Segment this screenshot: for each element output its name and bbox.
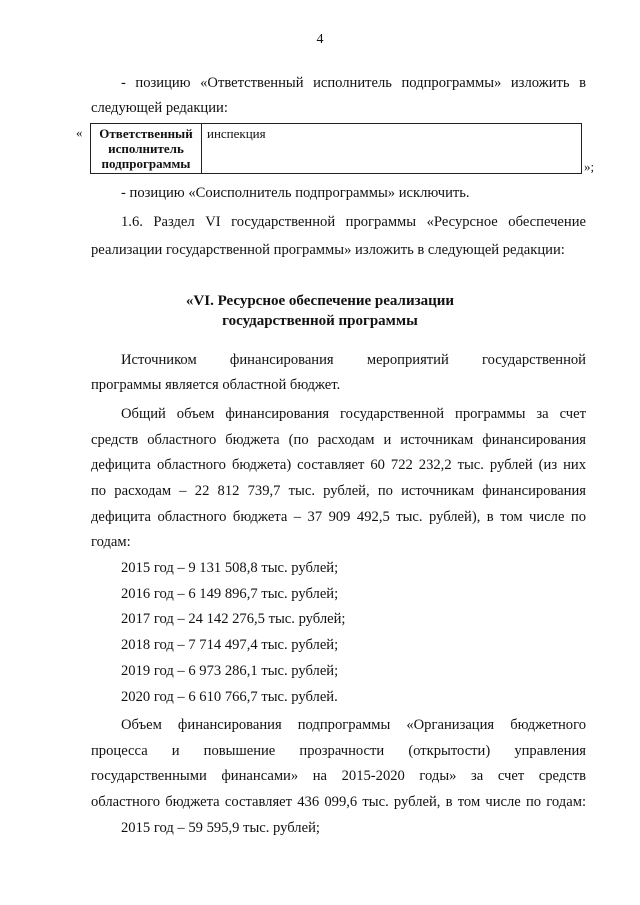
year-item: 2016 год – 6 149 896,7 тыс. рублей; — [121, 586, 339, 602]
year-item: 2017 год – 24 142 276,5 тыс. рублей; — [121, 611, 346, 627]
total-line-2: средств областного бюджета (по расходам и источникам финансирования — [91, 432, 586, 448]
subprogram-line-2: процесса и повышение прозрачности (открытости) управления — [91, 743, 586, 759]
table-label-cell — [91, 124, 202, 174]
total-line-1: Общий объем финансирования государственной программы за счет — [121, 406, 586, 422]
total-line-4: по расходам – 22 812 739,7 тыс. рублей, по источникам финансирования — [91, 483, 586, 499]
year-item: 2020 год – 6 610 766,7 тыс. рублей. — [121, 689, 338, 705]
intro-line-1: - позицию «Ответственный исполнитель подпрограммы» изложить в — [121, 75, 586, 91]
item-1-6-line-1: 1.6. Раздел VI государственной программы «Ресурсное обеспечение — [121, 214, 586, 230]
year-item: 2015 год – 9 131 508,8 тыс. рублей; — [121, 560, 339, 576]
responsible-executor-table — [76, 123, 604, 175]
table-close-quote: »; — [584, 159, 595, 174]
table-open-quote: « — [76, 125, 83, 140]
subprogram-line-4: областного бюджета составляет 436 099,6 тыс. рублей, в том числе по годам: — [91, 794, 586, 810]
year-item: 2019 год – 6 973 286,1 тыс. рублей; — [121, 663, 339, 679]
subprogram-line-5: 2015 год – 59 595,9 тыс. рублей; — [121, 820, 320, 836]
table-label-line-2: исполнитель — [108, 141, 184, 156]
year-item: 2018 год – 7 714 497,4 тыс. рублей; — [121, 637, 339, 653]
item-1-6-line-2: реализации государственной программы» изложить в следующей редакции: — [91, 242, 565, 258]
page-number: 4 — [316, 32, 324, 47]
intro-line-2: следующей редакции: — [91, 100, 228, 116]
source-line-1: Источником финансирования мероприятий государственной — [121, 352, 586, 368]
source-line-2: программы является областной бюджет. — [91, 377, 341, 393]
total-line-3: дефицита областного бюджета) составляет 60 722 232,2 тыс. рублей (из них — [91, 457, 586, 473]
table-label-line-1: Ответственный — [99, 126, 193, 141]
total-line-6: годам: — [91, 534, 131, 550]
subprogram-line-3: государственными финансами» на 2015-2020 годы» за счет средств — [91, 768, 586, 784]
table-label-line-3: подпрограммы — [101, 156, 191, 171]
section-heading-line-1: «VI. Ресурсное обеспечение реализации — [185, 293, 455, 309]
co-executor-line: - позицию «Соисполнитель подпрограммы» исключить. — [121, 185, 470, 201]
section-heading-line-2: государственной программы — [222, 313, 418, 329]
total-line-5: дефицита областного бюджета – 37 909 492,5 тыс. рублей), в том числе по — [91, 509, 586, 525]
table-value-cell: инспекция — [202, 124, 582, 174]
subprogram-line-1: Объем финансирования подпрограммы «Организация бюджетного — [121, 717, 586, 733]
